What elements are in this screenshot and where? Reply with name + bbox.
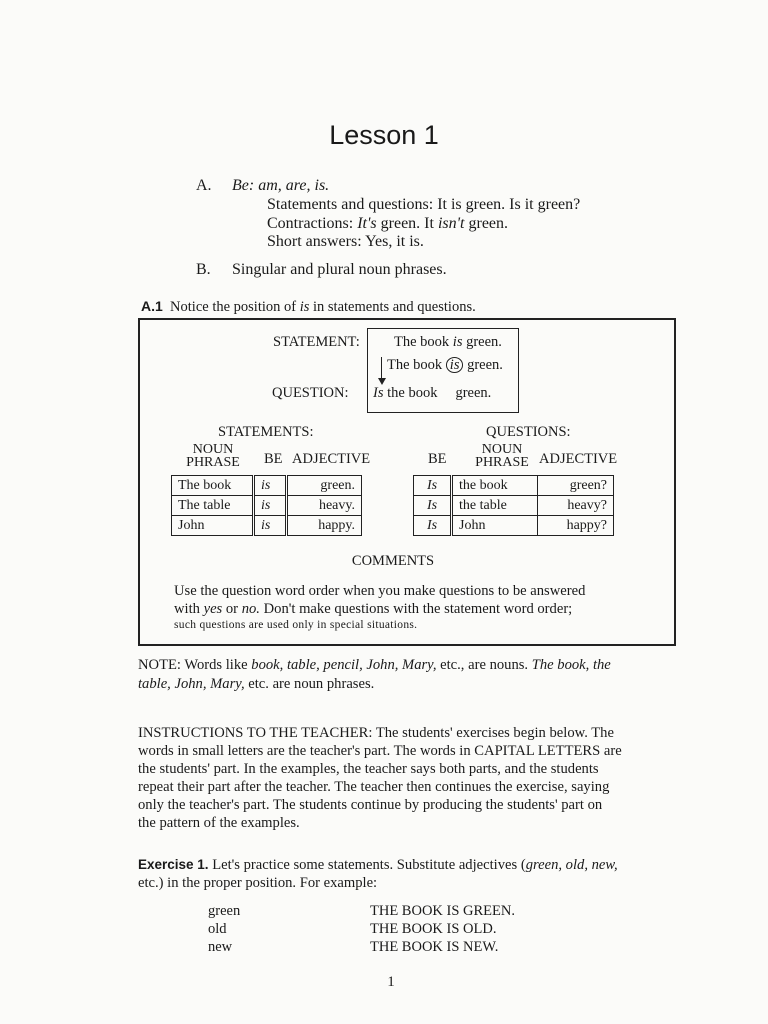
statements-be-cell: is <box>254 516 287 536</box>
questions-be-cell: Is <box>414 516 452 536</box>
section-a-label: A. <box>196 177 212 194</box>
section-a-line3: Short answers: Yes, it is. <box>267 233 424 250</box>
student-response: THE BOOK IS NEW. <box>370 939 499 955</box>
questions-adj-header: ADJECTIVE <box>539 451 618 467</box>
note-line2: table, John, Mary, etc. are noun phrases. <box>138 676 375 692</box>
questions-row <box>414 496 614 516</box>
questions-be-cell: Is <box>414 496 452 516</box>
statements-adjective-cell: happy. <box>287 516 362 536</box>
questions-noun-header: NOUN PHRASE <box>475 442 529 470</box>
comments-line3: such questions are used only in special situations. <box>174 619 418 631</box>
statements-title: STATEMENTS: <box>218 424 314 440</box>
questions-adjective-cell: happy? <box>538 516 614 536</box>
statement-label: STATEMENT: <box>273 334 360 350</box>
statements-be-cell: is <box>254 476 287 496</box>
statements-be-header: BE <box>264 451 283 467</box>
questions-row <box>414 516 614 536</box>
exercise-line2: etc.) in the proper position. For example: <box>138 875 378 891</box>
questions-be-header: BE <box>428 451 447 467</box>
statements-noun-header: NOUN PHRASE <box>186 442 240 470</box>
arrow-down-icon <box>378 378 386 385</box>
student-response: THE BOOK IS OLD. <box>370 921 497 937</box>
questions-noun-cell: the book <box>452 476 538 496</box>
section-b-label: B. <box>196 261 211 278</box>
questions-title: QUESTIONS: <box>486 424 571 440</box>
statements-adjective-cell: heavy. <box>287 496 362 516</box>
statements-be-cell: is <box>254 496 287 516</box>
questions-table <box>413 475 614 536</box>
questions-adjective-cell: heavy? <box>538 496 614 516</box>
section-a-line2: Contractions: It's green. It isn't green. <box>267 215 509 232</box>
teacher-cue: green <box>208 903 241 919</box>
comments-line2: with yes or no. Don't make questions with the statement word order; <box>174 601 573 617</box>
statements-row <box>172 476 362 496</box>
statements-row <box>172 516 362 536</box>
teacher-cue: old <box>208 921 227 937</box>
teacher-cue: new <box>208 939 233 955</box>
section-a-line1: Statements and questions: It is green. Is it green? <box>267 196 581 213</box>
statements-noun-cell: The table <box>172 496 254 516</box>
statements-noun-cell: John <box>172 516 254 536</box>
student-response: THE BOOK IS GREEN. <box>370 903 515 919</box>
statements-adj-header: ADJECTIVE <box>292 451 371 467</box>
page-title: Lesson 1 <box>329 120 439 150</box>
statements-adjective-cell: green. <box>287 476 362 496</box>
diagram-row3: Is the book green. <box>373 385 492 401</box>
exercise-line1: Exercise 1. Let's practice some statements. Substitute adjectives (green, old, new, <box>138 857 618 873</box>
statements-noun-cell: The book <box>172 476 254 496</box>
questions-adjective-cell: green? <box>538 476 614 496</box>
note-line1: NOTE: Words like book, table, pencil, John, Mary, etc., are nouns. The book, the <box>138 657 611 673</box>
a1-heading: A.1 Notice the position of is in statements and questions. <box>141 298 476 315</box>
section-b-text: Singular and plural noun phrases. <box>232 261 447 278</box>
questions-noun-cell: John <box>452 516 538 536</box>
page-number: 1 <box>387 974 395 990</box>
section-a-heading: Be: am, are, is. <box>232 177 330 194</box>
statements-row <box>172 496 362 516</box>
exercise-student-column <box>370 902 515 956</box>
diagram-row1: The book is green. <box>394 334 502 350</box>
questions-noun-cell: the table <box>452 496 538 516</box>
comments-heading: COMMENTS <box>351 553 435 569</box>
questions-be-cell: Is <box>414 476 452 496</box>
statements-table <box>171 475 362 536</box>
exercise-teacher-column <box>208 902 240 956</box>
questions-row <box>414 476 614 496</box>
comments-line1: Use the question word order when you make questions to be answered <box>174 583 586 599</box>
instructions: INSTRUCTIONS TO THE TEACHER: The students' exercises begin below. The words in small letters are the teacher's part. The words in CAPITAL LETTERS are the students' part. In the examples, the teacher says both parts, and the students repeat their part after the teacher. The teacher then continues the exercise, saying only the teacher's part. The students continue by producing the students' part on the pattern of the examples. <box>138 725 622 831</box>
diagram-row2: The book is green. <box>387 357 503 373</box>
question-label: QUESTION: <box>272 385 349 401</box>
